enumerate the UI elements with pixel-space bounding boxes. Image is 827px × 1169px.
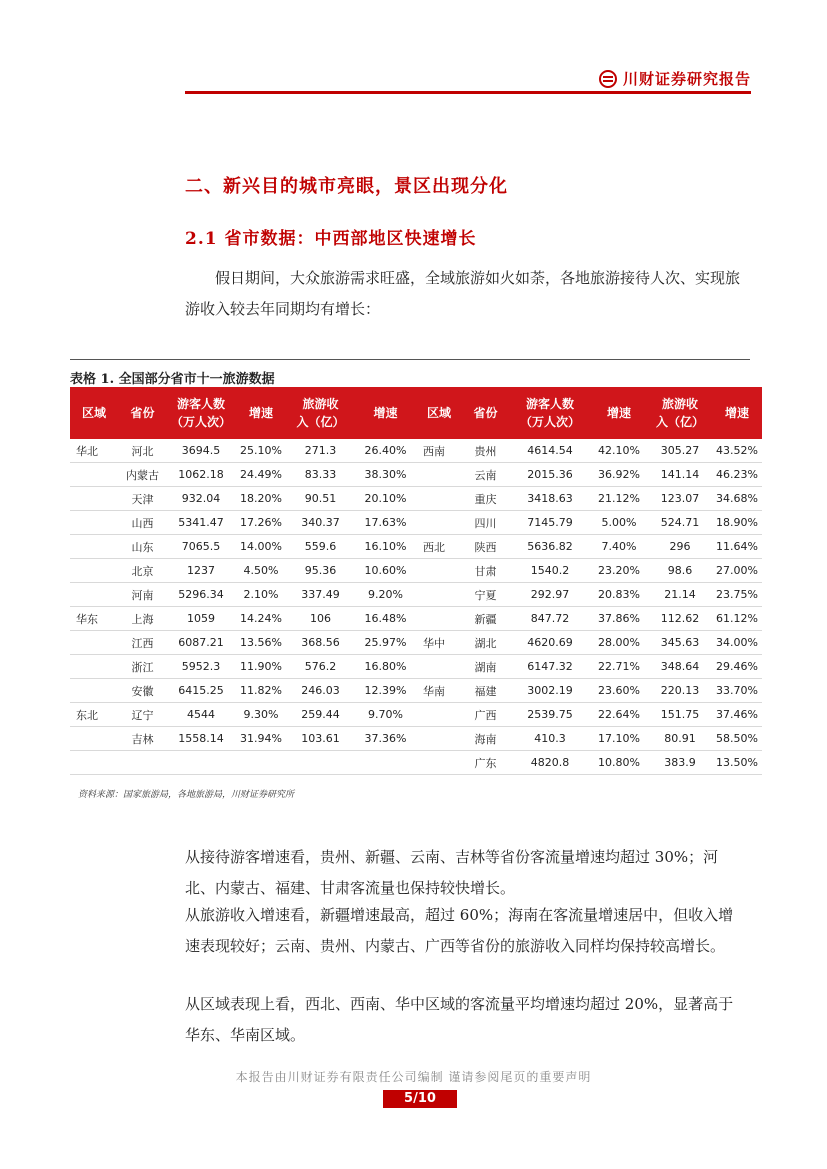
table-cell <box>70 751 118 775</box>
intro-paragraph: 假日期间，大众旅游需求旺盛，全域旅游如火如荼，各地旅游接待人次、实现旅游收入较去年同期均有增长： <box>185 269 741 318</box>
table-cell: 6147.32 <box>510 655 590 679</box>
table-header-row <box>70 387 762 439</box>
table-cell: 305.27 <box>648 439 712 463</box>
table-cell: 20.10% <box>354 487 417 511</box>
table-cell: 26.40% <box>354 439 417 463</box>
table-cell <box>417 607 461 631</box>
section-title: 二、新兴目的城市亮眼，景区出现分化 <box>185 176 508 197</box>
table-cell: 340.37 <box>287 511 354 535</box>
table-cell: 38.30% <box>354 463 417 487</box>
table-cell: 海南 <box>461 727 510 751</box>
table-cell: 141.14 <box>648 463 712 487</box>
table-cell: 576.2 <box>287 655 354 679</box>
table-body <box>70 439 762 775</box>
table-cell <box>70 583 118 607</box>
table-cell: 2.10% <box>235 583 287 607</box>
table-cell: 陕西 <box>461 535 510 559</box>
table-cell: 16.80% <box>354 655 417 679</box>
table-cell: 3694.5 <box>167 439 235 463</box>
table-cell: 29.46% <box>712 655 762 679</box>
table-cell <box>354 751 417 775</box>
table-cell: 106 <box>287 607 354 631</box>
table-cell: 61.12% <box>712 607 762 631</box>
table-cell: 337.49 <box>287 583 354 607</box>
table-cell: 83.33 <box>287 463 354 487</box>
table-cell: 6415.25 <box>167 679 235 703</box>
table-cell <box>70 631 118 655</box>
table-cell: 151.75 <box>648 703 712 727</box>
table-cell: 1558.14 <box>167 727 235 751</box>
table-cell: 25.10% <box>235 439 287 463</box>
table-cell: 28.00% <box>590 631 648 655</box>
table-cell: 37.36% <box>354 727 417 751</box>
table-row <box>70 511 762 535</box>
table-cell: 932.04 <box>167 487 235 511</box>
table-cell <box>70 511 118 535</box>
table-header-cell: 增速 <box>590 387 648 439</box>
table-cell: 1059 <box>167 607 235 631</box>
table-cell: 36.92% <box>590 463 648 487</box>
table-cell: 103.61 <box>287 727 354 751</box>
table-cell: 14.00% <box>235 535 287 559</box>
table-cell: 34.68% <box>712 487 762 511</box>
table-cell: 浙江 <box>118 655 167 679</box>
table-cell: 31.94% <box>235 727 287 751</box>
table-cell: 河南 <box>118 583 167 607</box>
table-header-cell: 省份 <box>118 387 167 439</box>
table-cell <box>235 751 287 775</box>
table-cell: 18.90% <box>712 511 762 535</box>
table-cell: 43.52% <box>712 439 762 463</box>
table-cell: 广东 <box>461 751 510 775</box>
table-row <box>70 679 762 703</box>
table-cell: 5.00% <box>590 511 648 535</box>
table-cell: 四川 <box>461 511 510 535</box>
table-header-cell: 省份 <box>461 387 510 439</box>
table-cell <box>70 487 118 511</box>
table-cell: 天津 <box>118 487 167 511</box>
table-cell: 23.60% <box>590 679 648 703</box>
table-cell: 4544 <box>167 703 235 727</box>
table-cell <box>417 751 461 775</box>
table-cell: 4620.69 <box>510 631 590 655</box>
table-cell: 辽宁 <box>118 703 167 727</box>
table-row <box>70 727 762 751</box>
table-cell: 11.82% <box>235 679 287 703</box>
table-cell: 37.46% <box>712 703 762 727</box>
table-header-cell: 增速 <box>712 387 762 439</box>
table-cell: 山东 <box>118 535 167 559</box>
table-cell: 22.71% <box>590 655 648 679</box>
table-row <box>70 463 762 487</box>
table-cell <box>70 679 118 703</box>
page-number: 5/10 <box>383 1090 457 1108</box>
table-cell: 296 <box>648 535 712 559</box>
table-cell: 14.24% <box>235 607 287 631</box>
table-cell: 山西 <box>118 511 167 535</box>
table-cell: 25.97% <box>354 631 417 655</box>
table-cell: 42.10% <box>590 439 648 463</box>
table-cell: 上海 <box>118 607 167 631</box>
table-cell: 内蒙古 <box>118 463 167 487</box>
table-cell: 98.6 <box>648 559 712 583</box>
table-cell <box>70 535 118 559</box>
table-cell <box>417 559 461 583</box>
table-cell <box>287 751 354 775</box>
sub-title: 2.1 省市数据：中西部地区快速增长 <box>185 229 477 249</box>
table-row <box>70 655 762 679</box>
table-cell: 12.39% <box>354 679 417 703</box>
table-row <box>70 703 762 727</box>
table-cell <box>70 559 118 583</box>
table-cell: 湖北 <box>461 631 510 655</box>
table-cell: 1540.2 <box>510 559 590 583</box>
paragraph-regional: 从区域表现上看，西北、西南、华中区域的客流量平均增速均超过 20%，显著高于华东、华南区域。 <box>185 995 734 1044</box>
table-cell: 220.13 <box>648 679 712 703</box>
table-cell: 5952.3 <box>167 655 235 679</box>
table-cell: 559.6 <box>287 535 354 559</box>
table-cell: 16.48% <box>354 607 417 631</box>
company-logo-icon <box>599 70 617 88</box>
header-rule <box>185 91 751 94</box>
table-cell <box>417 727 461 751</box>
table-cell: 21.14 <box>648 583 712 607</box>
table-cell: 24.49% <box>235 463 287 487</box>
table-cell: 5636.82 <box>510 535 590 559</box>
table-source: 资料来源：国家旅游局，各地旅游局，川财证券研究所 <box>78 790 295 800</box>
table-cell: 西北 <box>417 535 461 559</box>
table-cell <box>417 487 461 511</box>
table-cell: 13.50% <box>712 751 762 775</box>
table-cell: 368.56 <box>287 631 354 655</box>
table-cell: 广西 <box>461 703 510 727</box>
table-cell: 37.86% <box>590 607 648 631</box>
table-row <box>70 631 762 655</box>
table-cell: 西南 <box>417 439 461 463</box>
table-row <box>70 439 762 463</box>
table-cell: 18.20% <box>235 487 287 511</box>
brand-name: 川财证券研究报告 <box>622 70 751 88</box>
table-cell: 5296.34 <box>167 583 235 607</box>
paragraph-visitor-growth: 从接待游客增速看，贵州、新疆、云南、吉林等省份客流量增速均超过 30%；河北、内蒙古、福建、甘肃客流量也保持较快增长。 <box>185 848 719 897</box>
table-row <box>70 559 762 583</box>
table-top-rule <box>70 359 750 360</box>
table-cell: 58.50% <box>712 727 762 751</box>
table-cell: 华中 <box>417 631 461 655</box>
table-cell: 东北 <box>70 703 118 727</box>
table-cell: 江西 <box>118 631 167 655</box>
table-cell: 95.36 <box>287 559 354 583</box>
table-row <box>70 535 762 559</box>
table-header-cell: 增速 <box>354 387 417 439</box>
table-cell: 宁夏 <box>461 583 510 607</box>
table-cell: 2539.75 <box>510 703 590 727</box>
table-cell: 90.51 <box>287 487 354 511</box>
table-row <box>70 583 762 607</box>
table-header-cell: 游客人数 （万人次） <box>510 387 590 439</box>
table-cell <box>118 751 167 775</box>
table-cell <box>417 703 461 727</box>
table-cell: 9.30% <box>235 703 287 727</box>
table-cell: 7065.5 <box>167 535 235 559</box>
table-cell: 1237 <box>167 559 235 583</box>
table-cell: 云南 <box>461 463 510 487</box>
table-cell: 1062.18 <box>167 463 235 487</box>
table-cell: 46.23% <box>712 463 762 487</box>
table-cell: 33.70% <box>712 679 762 703</box>
table-cell: 福建 <box>461 679 510 703</box>
table-cell: 甘肃 <box>461 559 510 583</box>
table-cell: 348.64 <box>648 655 712 679</box>
table-cell: 16.10% <box>354 535 417 559</box>
table-cell: 5341.47 <box>167 511 235 535</box>
table-cell <box>417 583 461 607</box>
table-cell: 383.9 <box>648 751 712 775</box>
table-cell: 湖南 <box>461 655 510 679</box>
table-cell: 2015.36 <box>510 463 590 487</box>
table-cell <box>70 727 118 751</box>
table-cell: 23.75% <box>712 583 762 607</box>
table-cell: 23.20% <box>590 559 648 583</box>
table-cell: 9.20% <box>354 583 417 607</box>
table-cell: 17.26% <box>235 511 287 535</box>
table-header-cell: 增速 <box>235 387 287 439</box>
table-cell <box>417 511 461 535</box>
header-brand <box>599 68 751 89</box>
table-cell: 112.62 <box>648 607 712 631</box>
table-cell: 河北 <box>118 439 167 463</box>
paragraph-revenue-growth: 从旅游收入增速看，新疆增速最高，超过 60%；海南在客流量增速居中，但收入增速表现较好；云南、贵州、内蒙古、广西等省份的旅游收入同样均保持较高增长。 <box>185 906 734 955</box>
table-cell: 华东 <box>70 607 118 631</box>
table-cell <box>70 463 118 487</box>
table-cell <box>167 751 235 775</box>
table-cell: 410.3 <box>510 727 590 751</box>
table-cell: 11.64% <box>712 535 762 559</box>
table-cell: 9.70% <box>354 703 417 727</box>
table-cell: 80.91 <box>648 727 712 751</box>
table-cell: 华南 <box>417 679 461 703</box>
table-cell: 17.10% <box>590 727 648 751</box>
table-cell: 吉林 <box>118 727 167 751</box>
table-cell: 北京 <box>118 559 167 583</box>
table-cell: 华北 <box>70 439 118 463</box>
tourism-data-table <box>70 387 762 775</box>
table-cell: 21.12% <box>590 487 648 511</box>
table-cell: 11.90% <box>235 655 287 679</box>
table-cell <box>70 655 118 679</box>
table-cell: 7145.79 <box>510 511 590 535</box>
table-header-cell: 旅游收 入（亿） <box>287 387 354 439</box>
table-row <box>70 487 762 511</box>
table-cell: 246.03 <box>287 679 354 703</box>
table-cell: 7.40% <box>590 535 648 559</box>
table-header-cell: 区域 <box>417 387 461 439</box>
table-row <box>70 751 762 775</box>
table-cell: 34.00% <box>712 631 762 655</box>
table-cell: 271.3 <box>287 439 354 463</box>
table-cell: 新疆 <box>461 607 510 631</box>
table-cell: 259.44 <box>287 703 354 727</box>
table-cell: 13.56% <box>235 631 287 655</box>
footer-disclaimer: 本报告由川财证券有限责任公司编制 谨请参阅尾页的重要声明 <box>235 1070 592 1084</box>
table-cell: 123.07 <box>648 487 712 511</box>
table-cell: 贵州 <box>461 439 510 463</box>
table-cell: 重庆 <box>461 487 510 511</box>
table-header-cell: 区域 <box>70 387 118 439</box>
table-cell: 安徽 <box>118 679 167 703</box>
table-cell: 22.64% <box>590 703 648 727</box>
table-cell: 4614.54 <box>510 439 590 463</box>
table-cell: 10.80% <box>590 751 648 775</box>
table-header-cell: 旅游收 入（亿） <box>648 387 712 439</box>
table-cell: 17.63% <box>354 511 417 535</box>
table-cell: 4.50% <box>235 559 287 583</box>
table-row <box>70 607 762 631</box>
table-cell: 20.83% <box>590 583 648 607</box>
table-cell: 6087.21 <box>167 631 235 655</box>
table-cell: 524.71 <box>648 511 712 535</box>
table-caption: 表格 1. 全国部分省市十一旅游数据 <box>70 372 275 387</box>
table-cell: 27.00% <box>712 559 762 583</box>
table-cell <box>417 463 461 487</box>
table-cell: 847.72 <box>510 607 590 631</box>
table-cell: 3418.63 <box>510 487 590 511</box>
table-header-cell: 游客人数 （万人次） <box>167 387 235 439</box>
table-cell: 10.60% <box>354 559 417 583</box>
page-header <box>185 64 751 94</box>
table-cell: 3002.19 <box>510 679 590 703</box>
table-cell: 345.63 <box>648 631 712 655</box>
table-cell <box>417 655 461 679</box>
table-cell: 292.97 <box>510 583 590 607</box>
table-cell: 4820.8 <box>510 751 590 775</box>
